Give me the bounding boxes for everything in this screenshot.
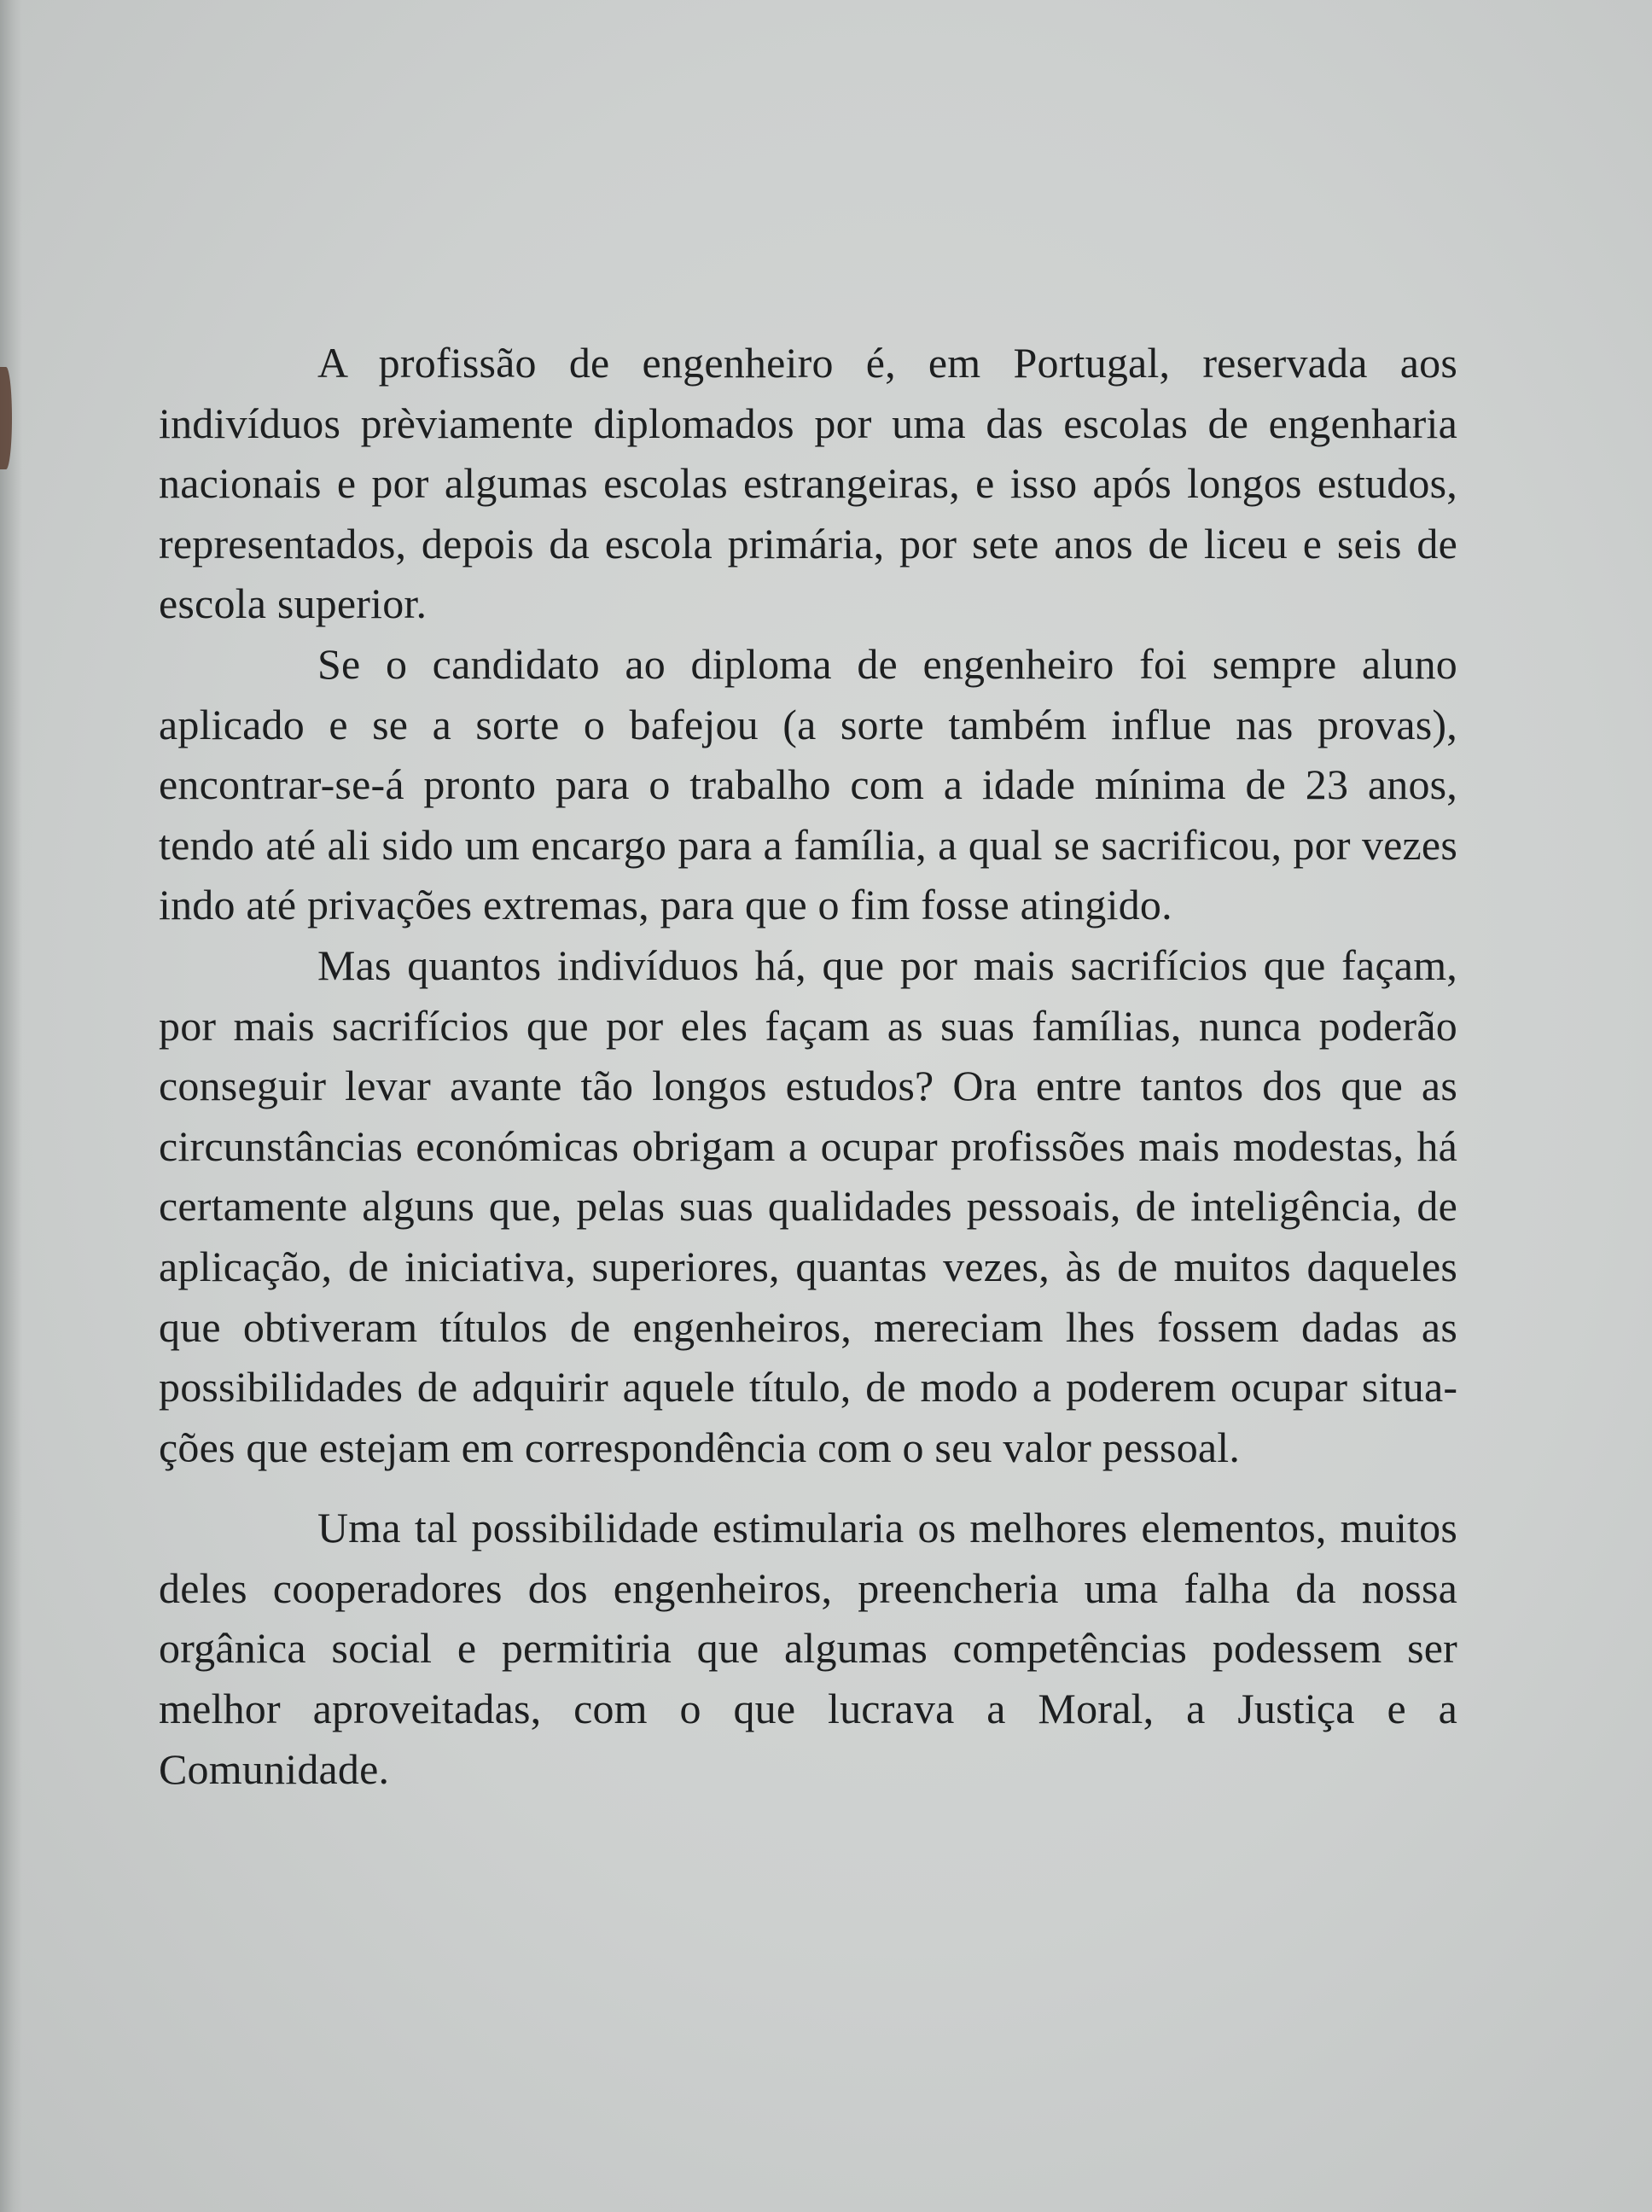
body-text (159, 333, 1457, 1799)
paragraph-2: Se o candidato ao diploma de engenheiro foi sempre aluno aplicado e se a sorte o bafejou (a sorte também influe nas provas), encontrar-se-á pronto para o trabalho com a idade mínima de 23 anos, tendo até ali sido um encargo para a família, a qual se sacrificou, por vezes indo até privações extremas, para que o fim fosse atingido. (159, 639, 1457, 929)
binding-shadow (0, 367, 12, 469)
paragraph-4: Uma tal possibilidade estimularia os melhores elementos, muitos deles cooperadores dos engenheiros, preencheria uma falha da nossa orgânica social e permitiria que algumas competências podessem ser melhor aproveitadas, com o que lucrava a Moral, a Justiça e a Comunidade. (159, 1504, 1457, 1793)
paragraph-3: Mas quantos indivíduos há, que por mais sacrifícios que façam, por mais sacrifícios que por eles façam as suas famílias, nunca poderão conseguir levar avante tão longos estudos? Ora entre tantos dos que as circunstâncias económicas obrigam a ocupar profissões mais modestas, há certamente alguns que, pelas suas qualidades pessoais, de inteligência, de aplicação, de iniciativa, superiores, quantas vezes, às de muitos daqueles que obtiveram títulos de engenheiros, mereciam lhes fossem dadas as possibilidades de adquirir aquele título, de modo a poderem ocupar situações que estejam em correspondência com o seu valor pessoal. (159, 940, 1457, 1471)
paragraph-1: A profissão de engenheiro é, em Portugal, reservada aos indivíduos prèviamente diplomados por uma das escolas de engenharia nacionais e por algumas escolas estrangeiras, e isso após longos estudos, representados, depois da escola primária, por sete anos de liceu e seis de escola superior. (159, 339, 1457, 628)
page-binding-edge (0, 0, 22, 2212)
